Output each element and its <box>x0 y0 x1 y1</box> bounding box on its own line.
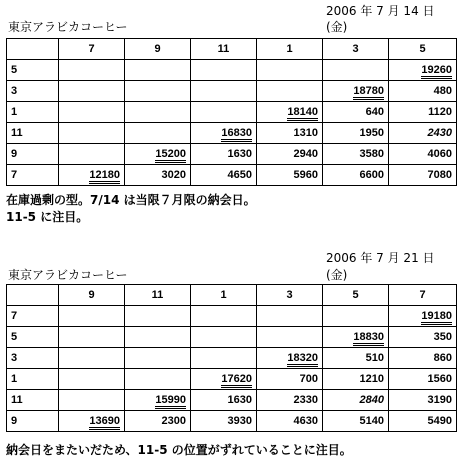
table-row <box>7 306 457 327</box>
table-cell <box>59 102 125 123</box>
table-cell <box>323 306 389 327</box>
table-cell <box>59 60 125 81</box>
header-cell: 1 <box>257 39 323 60</box>
diagonal-value: 15990 <box>155 394 186 409</box>
table-title-2: 東京アラビカコーヒー <box>8 268 128 282</box>
row-label: 7 <box>7 165 59 186</box>
header-cell <box>7 39 59 60</box>
table-cell <box>59 306 125 327</box>
table-cell <box>257 306 323 327</box>
diagonal-value: 16830 <box>221 127 252 142</box>
table-row <box>7 102 457 123</box>
table-cell <box>125 81 191 102</box>
note-line-2: 11-5 に注目。 <box>6 210 89 224</box>
table-cell: 4630 <box>257 411 323 432</box>
table-cell <box>191 306 257 327</box>
table-cell <box>389 306 457 327</box>
table-cell <box>389 60 457 81</box>
diagonal-value: 18320 <box>287 352 318 367</box>
header-cell: 5 <box>389 39 457 60</box>
table-row <box>7 81 457 102</box>
table-cell: 5140 <box>323 411 389 432</box>
table-cell <box>59 123 125 144</box>
table-cell <box>257 327 323 348</box>
diagonal-value: 15200 <box>155 148 186 163</box>
table-row <box>7 348 457 369</box>
table-cell <box>257 60 323 81</box>
table-cell: 2940 <box>257 144 323 165</box>
diagonal-value: 13690 <box>89 415 120 430</box>
table-header-row <box>7 285 457 306</box>
row-label: 11 <box>7 390 59 411</box>
table-cell: 510 <box>323 348 389 369</box>
table-header-row <box>7 39 457 60</box>
table-cell: 2330 <box>257 390 323 411</box>
header-cell: 7 <box>59 39 125 60</box>
table-cell <box>389 123 457 144</box>
table-cell: 1560 <box>389 369 457 390</box>
table-cell <box>125 102 191 123</box>
header-cell: 1 <box>191 285 257 306</box>
weekday-1: (金) <box>326 20 348 34</box>
diagonal-value: 18830 <box>353 331 384 346</box>
table-cell: 3190 <box>389 390 457 411</box>
diagonal-value: 18780 <box>353 85 384 100</box>
table-cell: 2300 <box>125 411 191 432</box>
row-label: 9 <box>7 411 59 432</box>
row-label: 3 <box>7 348 59 369</box>
table-cell: 1630 <box>191 144 257 165</box>
table-cell: 480 <box>389 81 457 102</box>
row-label: 5 <box>7 60 59 81</box>
diagonal-value: 19260 <box>421 64 452 79</box>
table-cell <box>191 348 257 369</box>
header-cell: 9 <box>125 39 191 60</box>
row-label: 1 <box>7 369 59 390</box>
table-cell <box>257 81 323 102</box>
table-cell <box>191 327 257 348</box>
highlighted-value: 2430 <box>427 127 452 139</box>
table-cell: 6600 <box>323 165 389 186</box>
table-cell <box>191 81 257 102</box>
header-cell: 11 <box>191 39 257 60</box>
diagonal-value: 19180 <box>421 310 452 325</box>
header-cell: 3 <box>257 285 323 306</box>
header-cell: 3 <box>323 39 389 60</box>
table-cell <box>125 144 191 165</box>
date-line-1: 2006 年 7 月 14 日 <box>326 4 435 18</box>
weekday-2: (金) <box>326 268 348 282</box>
date-line-2: 2006 年 7 月 21 日 <box>326 251 435 265</box>
table-cell: 640 <box>323 102 389 123</box>
table-cell: 7080 <box>389 165 457 186</box>
table-cell: 860 <box>389 348 457 369</box>
table-cell <box>59 327 125 348</box>
table-cell: 1630 <box>191 390 257 411</box>
diagonal-value: 12180 <box>89 169 120 184</box>
row-label: 1 <box>7 102 59 123</box>
table-cell <box>59 390 125 411</box>
table-cell <box>125 369 191 390</box>
row-label: 3 <box>7 81 59 102</box>
table-cell: 3580 <box>323 144 389 165</box>
table-cell <box>125 60 191 81</box>
header-cell: 5 <box>323 285 389 306</box>
table-cell <box>323 327 389 348</box>
price-table-1 <box>6 38 457 186</box>
table-cell <box>323 81 389 102</box>
table-cell <box>59 411 125 432</box>
table-cell <box>323 60 389 81</box>
table-cell <box>257 348 323 369</box>
table-row <box>7 60 457 81</box>
table-cell: 5960 <box>257 165 323 186</box>
row-label: 5 <box>7 327 59 348</box>
table-cell: 4650 <box>191 165 257 186</box>
row-label: 9 <box>7 144 59 165</box>
price-table-2 <box>6 284 457 432</box>
table-cell <box>191 60 257 81</box>
highlighted-value: 2840 <box>359 394 384 406</box>
table-cell <box>125 306 191 327</box>
table-cell: 5490 <box>389 411 457 432</box>
table-cell: 700 <box>257 369 323 390</box>
table-cell <box>125 123 191 144</box>
table-cell <box>125 348 191 369</box>
table-cell <box>59 165 125 186</box>
table-cell <box>59 369 125 390</box>
table-cell: 1210 <box>323 369 389 390</box>
row-label: 7 <box>7 306 59 327</box>
table-cell <box>125 390 191 411</box>
note-line-3: 納会日をまたいだため、11-5 の位置がずれていることに注目。 <box>6 443 352 457</box>
table-cell <box>323 390 389 411</box>
table-cell: 3930 <box>191 411 257 432</box>
table-row <box>7 123 457 144</box>
note-line-1: 在庫過剰の型。7/14 は当限７月限の納会日。 <box>6 193 256 207</box>
table-cell <box>191 123 257 144</box>
table-cell: 3020 <box>125 165 191 186</box>
header-cell: 11 <box>125 285 191 306</box>
table-row <box>7 144 457 165</box>
diagonal-value: 17620 <box>221 373 252 388</box>
table-row <box>7 369 457 390</box>
header-cell <box>7 285 59 306</box>
table-cell <box>257 102 323 123</box>
table-title-1: 東京アラビカコーヒー <box>8 20 128 34</box>
table-cell <box>59 348 125 369</box>
table-cell: 4060 <box>389 144 457 165</box>
diagonal-value: 18140 <box>287 106 318 121</box>
table-cell <box>59 81 125 102</box>
table-row <box>7 390 457 411</box>
table-cell <box>191 102 257 123</box>
table-cell <box>125 327 191 348</box>
table-cell: 350 <box>389 327 457 348</box>
table-row <box>7 411 457 432</box>
table-row <box>7 327 457 348</box>
table-cell <box>191 369 257 390</box>
table-cell: 1950 <box>323 123 389 144</box>
header-cell: 9 <box>59 285 125 306</box>
table-cell: 1120 <box>389 102 457 123</box>
table-row <box>7 165 457 186</box>
header-cell: 7 <box>389 285 457 306</box>
table-cell <box>59 144 125 165</box>
table-cell: 1310 <box>257 123 323 144</box>
row-label: 11 <box>7 123 59 144</box>
